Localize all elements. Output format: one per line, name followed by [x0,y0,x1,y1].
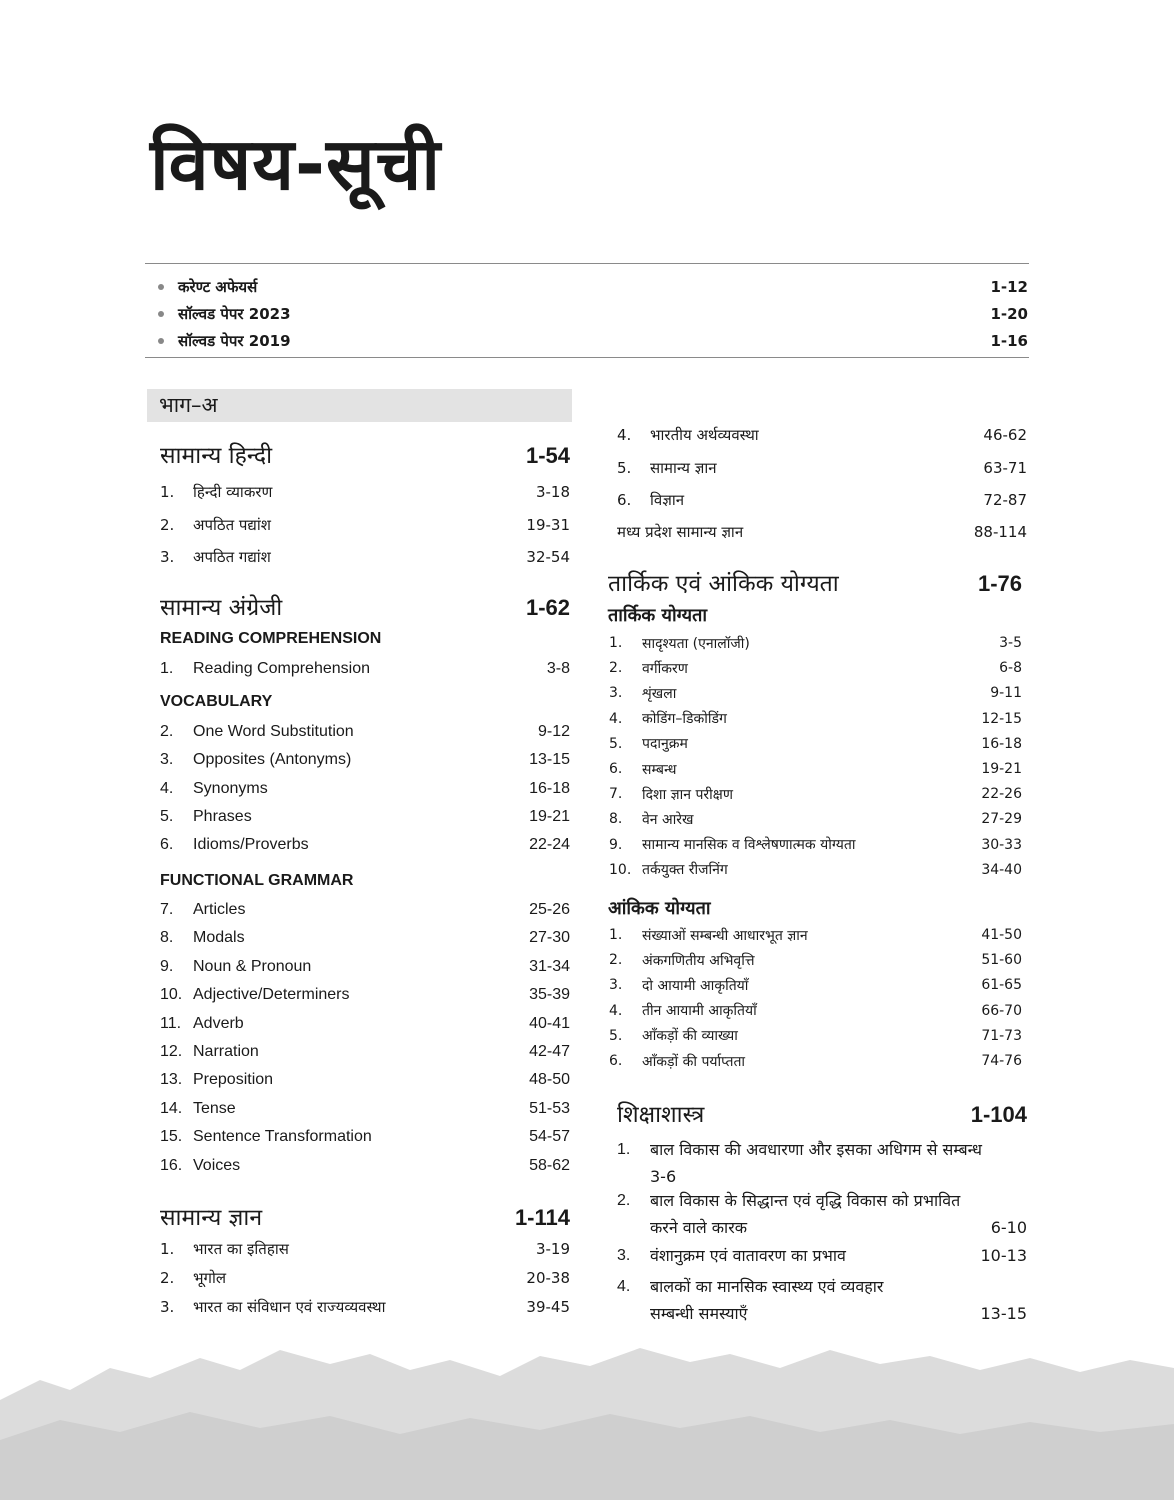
list-item-english[interactable] [160,806,570,828]
list-item-english[interactable] [160,1155,570,1177]
list-item-english[interactable] [160,1126,570,1148]
item-label: दो आयामी आकृतियाँ [642,977,749,994]
list-item-pedagogy[interactable] [617,1136,1039,1190]
item-number: 4. [609,1002,623,1019]
item-number: 10. [609,861,632,878]
item-pages: 88-114 [973,523,1027,541]
list-item-pedagogy[interactable] [617,1242,1039,1269]
list-item-english[interactable] [160,721,570,743]
item-label: आँकड़ों की व्याख्या [642,1028,738,1045]
top-item[interactable] [150,327,1028,354]
list-item-reasoning[interactable] [609,683,1022,703]
item-pages: 19-21 [529,807,570,825]
item-label: वेन आरेख [642,811,694,828]
section-pages: 1-54 [525,443,570,468]
item-number: 4. [617,1278,631,1295]
item-label: भूगोल [193,1269,227,1287]
bottom-divider [145,357,1029,358]
item-number: 2. [609,660,623,677]
item-number: 2. [609,952,623,969]
item-label: Adjective/Determiners [193,986,350,1004]
item-pages: 25-26 [529,901,570,918]
item-number: 2. [160,515,175,534]
section-heading-gk[interactable] [160,1200,570,1232]
item-number: 9. [609,836,623,853]
item-pages: 22-24 [529,836,570,854]
list-item-english[interactable] [160,927,570,949]
list-item-reasoning[interactable] [609,835,1022,855]
item-label: Voices [193,1156,241,1174]
subheading-logical: तार्किक योग्यता [608,605,708,626]
item-label: Tense [193,1099,236,1117]
item-label-continued: करने वाले कारक [650,1218,748,1237]
list-item-hindi[interactable] [160,546,570,568]
section-heading-english[interactable] [160,590,570,622]
item-number: 12. [160,1043,183,1060]
top-item-label: करेण्ट अफेयर्स [178,277,258,296]
item-pages: 39-45 [526,1298,570,1316]
item-label: Adverb [193,1014,244,1032]
item-label: Noun & Pronoun [193,957,312,975]
item-label: कोडिंग–डिकोडिंग [642,711,727,728]
list-item-reasoning[interactable] [609,633,1022,653]
item-number: 2. [160,723,174,740]
bullet-icon [158,284,164,290]
item-number: 10. [160,986,183,1004]
item-pages: 35-39 [529,986,570,1004]
item-label: सामान्य ज्ञान [650,458,717,477]
item-label: One Word Substitution [193,723,354,740]
item-number: 6. [160,836,174,854]
section-pages: 1-62 [525,595,570,620]
item-number: 3. [609,685,623,702]
part-label: भाग–अ [147,389,572,422]
list-item-english[interactable] [160,834,570,856]
item-label: भारत का संविधान एवं राज्यव्यवस्था [193,1298,386,1316]
item-label: बालकों का मानसिक स्वास्थ्य एवं व्यवहार [650,1277,884,1296]
top-item-label: सॉल्वड पेपर 2019 [178,331,291,350]
item-label: शृंखला [642,685,677,702]
list-item-gk[interactable] [617,457,1027,479]
list-item-reasoning[interactable] [609,759,1022,779]
section-heading-hindi[interactable] [160,438,570,470]
item-pages: 6-8 [999,660,1022,677]
item-pages: 72-87 [983,491,1027,509]
list-item-reasoning[interactable] [609,1026,1022,1046]
list-item-english[interactable] [160,984,570,1006]
item-number: 1. [160,483,175,501]
item-pages: 6-10 [990,1218,1027,1237]
section-title: सामान्य ज्ञान [160,1205,263,1231]
item-number: 3. [160,751,174,769]
item-pages: 30-33 [981,836,1022,853]
item-label: Sentence Transformation [193,1128,372,1146]
item-number: 3. [617,1247,631,1264]
top-items-list [150,273,1028,354]
item-pages: 9-12 [537,723,570,740]
item-number: 14. [160,1099,183,1117]
item-pages: 58-62 [529,1156,570,1174]
top-item[interactable] [150,300,1028,327]
item-number: 3. [160,1298,175,1316]
top-divider [145,263,1029,264]
item-pages: 9-11 [990,685,1022,702]
item-pages [1027,1163,1039,1190]
item-pages: 13-15 [980,1304,1027,1323]
item-pages: 3-18 [535,483,570,501]
section-title: शिक्षाशास्त्र [617,1102,705,1128]
item-label: सामान्य मानसिक व विश्लेषणात्मक योग्यता [642,837,856,854]
section-title: सामान्य हिन्दी [160,443,273,469]
item-label: सादृश्यता (एनालॉजी) [642,635,750,652]
item-number: 3. [609,977,623,994]
item-pages: 32-54 [526,548,570,566]
list-item-reasoning[interactable] [609,1001,1022,1021]
item-pages: 51-53 [529,1099,570,1117]
item-label: सम्बन्ध [642,761,677,778]
item-label: Phrases [193,807,252,825]
top-item-pages: 1-16 [990,331,1028,350]
item-pages: 41-50 [981,927,1022,943]
item-pages: 3-19 [535,1240,570,1258]
item-number: 2. [160,1269,175,1287]
section-pages: 1-76 [977,571,1022,596]
list-item-reasoning[interactable] [609,809,1022,829]
item-label: विज्ञान [650,491,685,509]
item-number: 7. [609,786,623,803]
item-number: 11. [160,1014,182,1032]
item-label: Synonyms [193,779,268,797]
item-label: अपठित पद्यांश [193,515,271,534]
item-number: 3. [160,548,175,566]
item-pages: 27-29 [981,811,1022,828]
item-number: 1. [160,660,174,677]
list-item-english[interactable] [160,658,570,680]
item-number: 6. [617,491,632,509]
item-label: हिन्दी व्याकरण [193,483,273,501]
item-label: अंकगणितीय अभिवृत्ति [642,952,755,969]
item-number: 2. [617,1192,631,1209]
list-item-english[interactable] [160,778,570,800]
list-item-english[interactable] [160,1041,570,1063]
bullet-icon [158,311,164,317]
list-item-hindi[interactable] [160,514,570,536]
section-heading-pedagogy[interactable] [617,1097,1027,1129]
page-title: विषय-सूची [150,122,441,206]
list-item-english[interactable] [160,1098,570,1120]
item-number: 7. [160,901,174,918]
item-number: 8. [609,811,623,828]
item-pages: 74-76 [981,1053,1022,1069]
item-pages: 46-62 [983,426,1027,444]
item-number: 4. [609,710,623,727]
list-item-reasoning[interactable] [609,784,1022,804]
item-label: मध्य प्रदेश सामान्य ज्ञान [617,523,744,541]
item-label: वर्गीकरण [642,660,688,677]
list-item-reasoning[interactable] [609,925,1022,945]
item-pages: 61-65 [981,977,1022,994]
item-label: वंशानुक्रम एवं वातावरण का प्रभाव [650,1246,846,1265]
list-item-reasoning[interactable] [609,1051,1022,1071]
list-item-reasoning[interactable] [609,975,1022,995]
item-number: 1. [609,927,623,943]
subheading-numeric: आंकिक योग्यता [608,898,711,919]
item-label: भारतीय अर्थव्यवस्था [650,426,759,444]
item-pages: 12-15 [981,710,1022,727]
item-pages: 27-30 [529,929,570,947]
list-item-english[interactable] [160,956,570,978]
section-title: तार्किक एवं आंकिक योग्यता [608,571,839,597]
list-item-reasoning[interactable] [609,734,1022,754]
item-label-continued: 3-6 [650,1167,677,1186]
item-pages: 71-73 [981,1027,1022,1044]
item-label: Reading Comprehension [193,660,370,677]
item-number: 15. [160,1128,183,1146]
top-item[interactable] [150,273,1028,300]
subheading-reading-comprehension: READING COMPREHENSION [160,630,382,647]
item-label: तीन आयामी आकृतियाँ [642,1003,757,1020]
item-pages: 22-26 [981,786,1022,803]
item-pages: 31-34 [529,957,570,975]
item-number: 6. [609,1053,623,1069]
item-number: 4. [617,426,632,444]
section-pages: 1-114 [514,1205,570,1230]
list-item-english[interactable] [160,749,570,771]
item-number: 5. [160,807,174,825]
list-item-pedagogy[interactable] [617,1187,1039,1241]
item-label: Modals [193,929,245,947]
item-label: Articles [193,901,246,918]
item-pages: 51-60 [981,952,1022,969]
item-number: 1. [160,1240,175,1258]
list-item-reasoning[interactable] [609,950,1022,970]
item-pages: 66-70 [981,1002,1022,1019]
item-label: संख्याओं सम्बन्धी आधारभूत ज्ञान [642,927,808,944]
list-item-english[interactable] [160,899,570,921]
item-label: Preposition [193,1071,274,1089]
list-item-reasoning[interactable] [609,709,1022,729]
item-label: आँकड़ों की पर्याप्तता [642,1053,746,1070]
item-label: पदानुक्रम [642,736,688,753]
section-heading-reasoning[interactable] [608,566,1022,598]
item-label: अपठित गद्यांश [193,548,271,566]
item-label-continued: सम्बन्धी समस्याएँ [650,1304,748,1323]
item-pages: 3-5 [999,635,1022,651]
item-pages: 19-21 [981,761,1022,777]
item-label: Opposites (Antonyms) [193,751,352,769]
item-number: 5. [609,1027,623,1044]
item-pages: 3-8 [546,660,570,677]
item-pages: 42-47 [529,1043,570,1060]
list-item-hindi[interactable] [160,481,570,503]
item-pages: 19-31 [526,515,570,534]
item-number: 5. [617,458,632,477]
item-number: 4. [160,779,174,797]
list-item-gk[interactable] [617,489,1027,511]
item-label: तर्कयुक्त रीजनिंग [642,862,728,879]
item-number: 8. [160,929,174,947]
item-pages: 48-50 [529,1071,570,1089]
section-pages: 1-104 [970,1102,1027,1127]
item-pages: 34-40 [981,861,1022,878]
top-item-pages: 1-20 [990,304,1028,323]
list-item-reasoning[interactable] [609,860,1022,880]
list-item-pedagogy[interactable] [617,1273,1039,1327]
list-item-mp-gk[interactable] [617,521,1027,543]
item-pages: 13-15 [529,751,570,769]
section-title: सामान्य अंग्रेजी [160,595,283,621]
item-pages: 10-13 [980,1246,1027,1265]
list-item-gk[interactable] [160,1267,570,1289]
top-item-pages: 1-12 [990,277,1028,296]
list-item-english[interactable] [160,1013,570,1035]
item-label: दिशा ज्ञान परीक्षण [642,786,733,803]
item-pages: 54-57 [529,1128,570,1146]
mountain-footer-illustration [0,1320,1174,1500]
bullet-icon [158,338,164,344]
top-item-label: सॉल्वड पेपर 2023 [178,304,291,323]
item-pages: 63-71 [983,458,1027,477]
item-number: 16. [160,1156,183,1174]
list-item-gk[interactable] [160,1238,570,1260]
item-pages: 16-18 [529,779,570,797]
item-number: 5. [609,735,623,752]
list-item-gk[interactable] [160,1296,570,1318]
item-label: बाल विकास के सिद्धान्त एवं वृद्धि विकास को प्रभावित [650,1191,961,1210]
item-number: 1. [609,635,623,651]
item-pages: 16-18 [981,735,1022,752]
item-label: Idioms/Proverbs [193,836,309,854]
item-number: 9. [160,957,174,975]
list-item-english[interactable] [160,1069,570,1091]
item-label: Narration [193,1043,259,1060]
item-number: 1. [617,1141,631,1158]
item-pages: 40-41 [529,1014,570,1032]
item-number: 6. [609,761,623,777]
list-item-reasoning[interactable] [609,658,1022,678]
subheading-functional-grammar: FUNCTIONAL GRAMMAR [160,872,354,889]
list-item-gk[interactable] [617,424,1027,446]
subheading-vocabulary: VOCABULARY [160,693,273,710]
item-number: 13. [160,1071,183,1089]
item-pages: 20-38 [526,1269,570,1287]
item-label: बाल विकास की अवधारणा और इसका अधिगम से सम्बन्ध [650,1140,982,1159]
item-label: भारत का इतिहास [193,1240,289,1258]
